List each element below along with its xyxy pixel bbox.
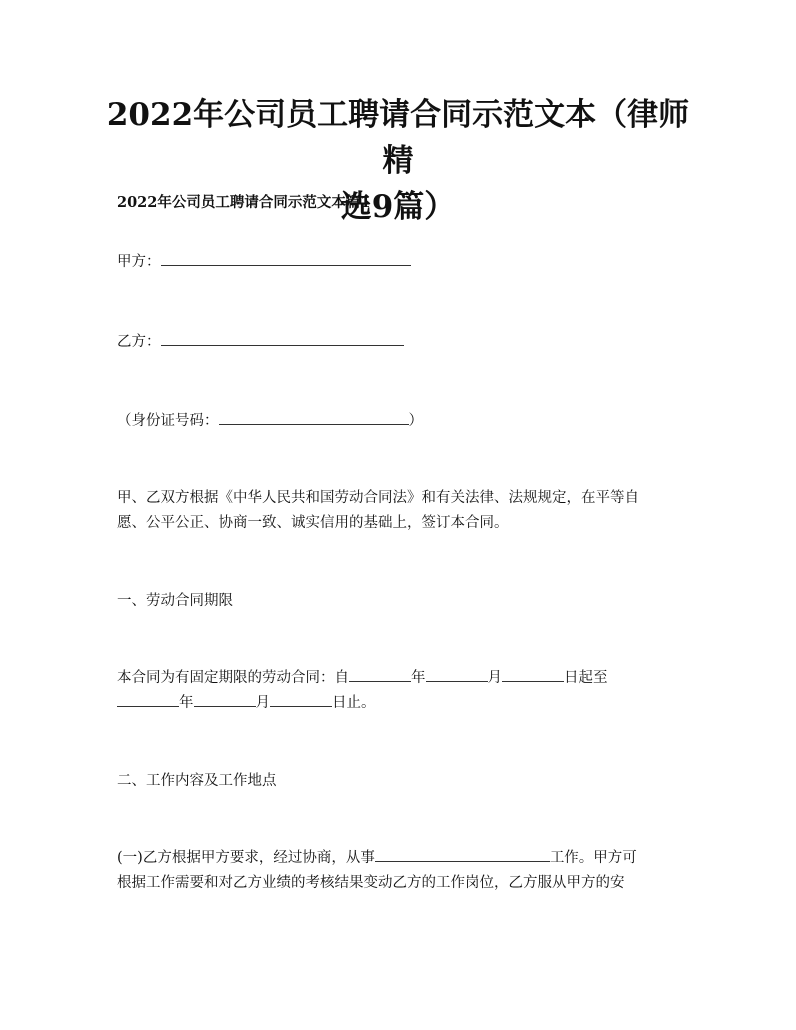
work-line-2: 根据工作需要和对乙方业绩的考核结果变动乙方的工作岗位，乙方服从甲方的安 [117, 875, 625, 891]
work-paragraph [117, 846, 687, 896]
title-line-2: 选9篇） [340, 189, 456, 225]
end-month-label: 月 [255, 695, 270, 711]
term-line-2 [117, 691, 687, 716]
end-year-label: 年 [179, 695, 194, 711]
work-prefix: (一)乙方根据甲方要求，经过协商，从事 [117, 850, 375, 866]
start-month-blank [426, 666, 488, 682]
section-heading: 2022年公司员工聘请合同示范文本篇1 [117, 194, 371, 211]
clause-1-heading: 一、劳动合同期限 [117, 593, 233, 609]
start-year-label: 年 [411, 670, 426, 686]
start-year-blank [349, 666, 411, 682]
start-day-blank [502, 666, 564, 682]
end-day-blank [270, 691, 332, 707]
id-number-label: （身份证号码： [117, 413, 219, 429]
end-suffix: 日止。 [332, 695, 376, 711]
party-b-line [117, 330, 687, 355]
end-year-blank [117, 691, 179, 707]
id-number-blank [219, 409, 409, 425]
id-number-line [117, 409, 687, 434]
party-a-blank [161, 250, 411, 266]
term-line-1 [117, 666, 687, 691]
intro-line-1: 甲、乙双方根据《中华人民共和国劳动合同法》和有关法律、法规规定，在平等自 [117, 490, 639, 506]
work-line-1 [117, 846, 687, 871]
party-a-line [117, 250, 687, 275]
end-month-blank [194, 691, 256, 707]
id-number-close: ） [408, 413, 423, 429]
intro-line-2: 愿、公平公正、协商一致、诚实信用的基础上，签订本合同。 [117, 515, 509, 531]
work-blank [375, 846, 550, 862]
party-b-label: 乙方： [117, 334, 161, 350]
intro-paragraph [117, 486, 687, 536]
work-suffix: 工作。甲方可 [549, 850, 637, 866]
start-month-label: 月 [487, 670, 502, 686]
start-suffix: 日起至 [564, 670, 608, 686]
party-b-blank [161, 330, 404, 346]
party-a-label: 甲方： [117, 254, 161, 270]
clause-2-heading: 二、工作内容及工作地点 [117, 773, 277, 789]
title-line-1: 2022年公司员工聘请合同示范文本（律师精 [106, 97, 690, 179]
term-prefix: 本合同为有固定期限的劳动合同：自 [117, 670, 349, 686]
term-paragraph [117, 666, 687, 716]
